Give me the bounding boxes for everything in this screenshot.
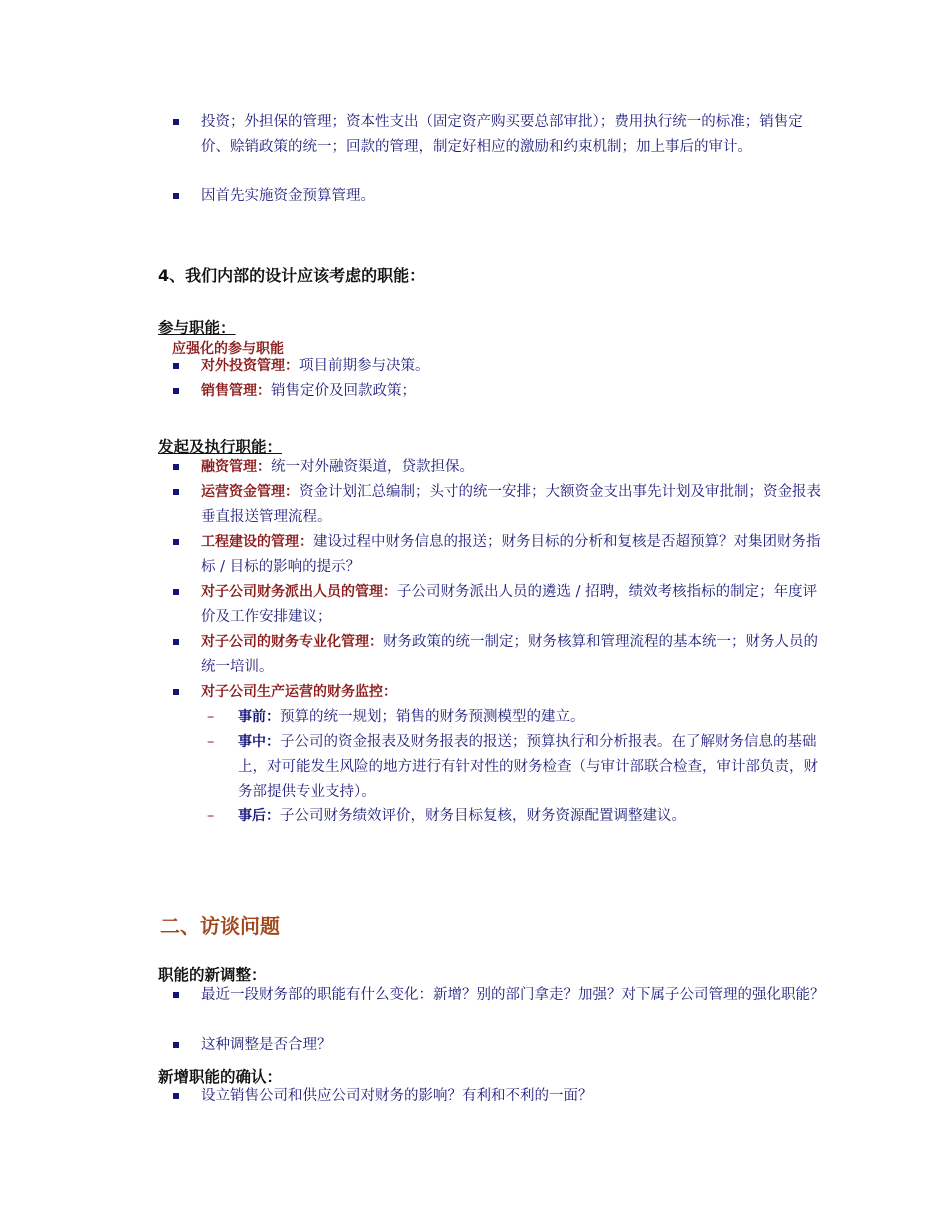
bullet-item: 对外投资管理：项目前期参与决策。 [201, 354, 831, 379]
bullet-item: 对子公司生产运营的财务监控： [201, 680, 831, 705]
bullet-item: 对子公司的财务专业化管理：财务政策的统一制定；财务核算和管理流程的基本统一；财务人员的统一培训。 [201, 630, 831, 680]
bullet-item: 运营资金管理：资金计划汇总编制；头寸的统一安排；大额资金支出事先计划及审批制；资金报表垂直报送管理流程。 [201, 480, 831, 530]
sub-item: – 事后：子公司财务绩效评价，财务目标复核，财务资源配置调整建议。 [238, 804, 828, 829]
execute-heading: 发起及执行职能： [158, 438, 283, 456]
section-2-title: 二、访谈问题 [160, 914, 280, 938]
bullet-item: 这种调整是否合理？ [201, 1033, 831, 1058]
bullet-item: 对子公司财务派出人员的管理：子公司财务派出人员的遴选 / 招聘，绩效考核指标的制定；年度评价及工作安排建议； [201, 580, 831, 630]
participate-heading: 参与职能： [158, 319, 236, 337]
section-4-title: 4、我们内部的设计应该考虑的职能： [158, 266, 426, 285]
bullet-item: 融资管理：统一对外融资渠道，贷款担保。 [201, 455, 831, 480]
confirm-heading: 新增职能的确认： [158, 1068, 283, 1086]
sub-item: – 事中：子公司的资金报表及财务报表的报送；预算执行和分析报表。在了解财务信息的基础上，对可能发生风险的地方进行有针对性的财务检查（与审计部联合检查，审计部负责，财务部提供专业支持）。 [238, 730, 828, 804]
bullet-item: 投资；外担保的管理；资本性支出（固定资产购买要总部审批）；费用执行统一的标准；销售定价、赊销政策的统一；回款的管理，制定好相应的激励和约束机制；加上事后的审计。 [201, 110, 831, 160]
sub-item: – 事前：预算的统一规划；销售的财务预测模型的建立。 [238, 705, 828, 730]
bullet-item: 因首先实施资金预算管理。 [201, 184, 831, 209]
participate-subheading: 应强化的参与职能 [172, 341, 284, 357]
bullet-item: 最近一段财务部的职能有什么变化：新增？别的部门拿走？加强？对下属子公司管理的强化职能？ [201, 983, 831, 1008]
bullet-item: 设立销售公司和供应公司对财务的影响？有利和不利的一面？ [201, 1084, 831, 1109]
adjust-heading: 职能的新调整： [158, 966, 267, 984]
bullet-item: 销售管理：销售定价及回款政策； [201, 379, 831, 404]
bullet-item: 工程建设的管理：建设过程中财务信息的报送；财务目标的分析和复核是否超预算？对集团财务指标 / 目标的影响的提示？ [201, 530, 831, 580]
